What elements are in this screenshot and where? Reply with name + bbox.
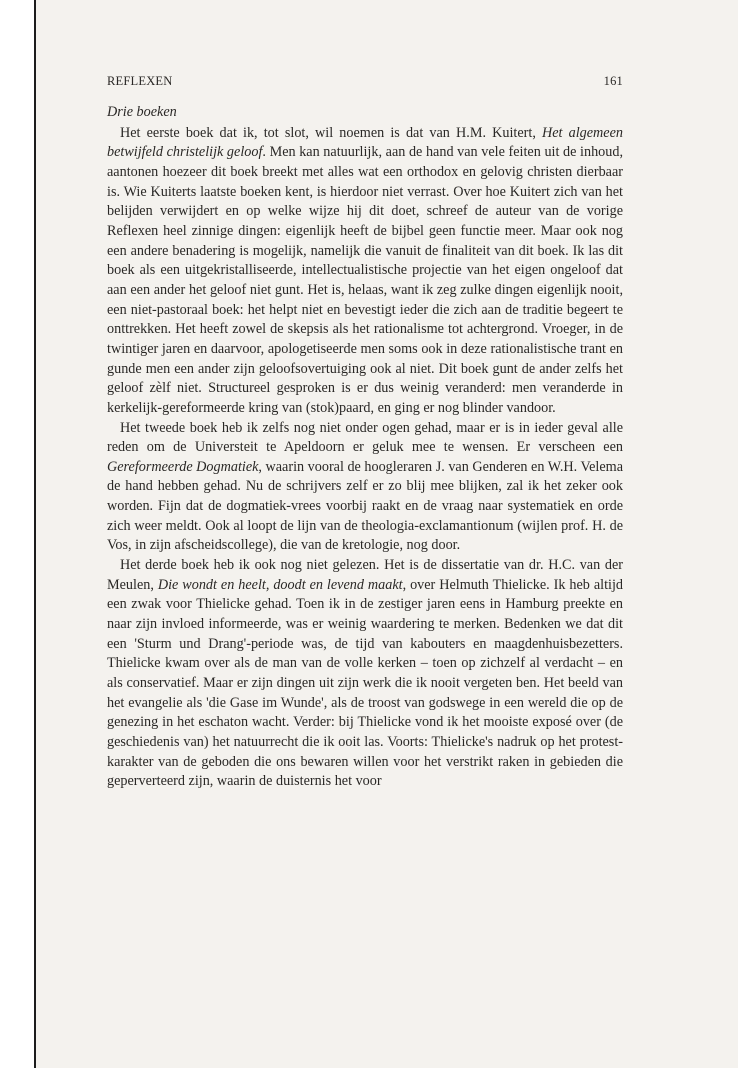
page-number: 161 bbox=[603, 74, 623, 88]
paragraph-1-text-b: . Men kan natuurlijk, aan de hand van vele feiten uit de inhoud, aantonen hoezeer dit boek breekt met alles wat een orthodox en gelovig christen dierbaar is. Wie Kuiterts laatste boeken kent, is hierdoor niet verrast. Over hoe Kuitert zich van het belijden verwijdert en op welke wijze hij dit doet, schreef de auteur van de vorige Reflexen heel zinnige dingen: eigenlijk heeft de bijbel geen functie meer. Maar ook nog een andere benadering is mogelijk, namelijk die vanuit de finaliteit van dit boek. Ik las dit boek als een uitgekristalliseerde, intellectualistische projectie van het eigen ongeloof dat aan een ander het geloof niet gunt. Het is, helaas, want ik zeg zulke dingen eigenlijk nooit, een niet-pastoraal boek: het helpt niet en bevestigt ieder die zich aan de traditie begeert te onttrekken. Het heeft zowel de skepsis als het rationalisme tot achtergrond. Vroeger, in de twintiger jaren en daarvoor, apologetiseerde men soms ook in deze rationalistische trant en gunde men een ander zijn geloofsovertuiging ook al niet. Dit boek gunt de ander zelfs het geloof zèlf niet. Structureel gesproken is er dus weinig veranderd: men veranderde in kerkelijk-gereformeerde kring van (stok)paard, en ging er nog blinder vandoor. bbox=[107, 144, 624, 416]
paragraph-2-text-a: Het tweede boek heb ik zelfs nog niet onder ogen gehad, maar er is in ieder geval alle reden om de Universteit te Apeldoorn er geluk mee te wensen. Er verscheen een bbox=[107, 419, 623, 456]
page-edge-line bbox=[34, 0, 36, 1068]
paragraph-1-text-a: Het eerste boek dat ik, tot slot, wil noemen is dat van H.M. Kuitert, bbox=[120, 124, 542, 141]
body-text bbox=[107, 103, 623, 792]
paragraph-2-text-b: , waarin vooral de hoogleraren J. van Genderen en W.H. Velema de hand hebben gehad. Nu de schrijvers zelf er zo blij mee blijken, zal ik het zeker ook worden. Fijn dat de dogmatiek-vrees voorbij raakt en de vraag naar systematiek en orde zich weer meldt. Ook al loopt de lijn van de theologia-exclamantionum (wijlen prof. H. de Vos, in zijn afscheidscollege), die van de kretologie, nog door. bbox=[107, 458, 623, 554]
book-title-kuitert: Het algemeen betwijfeld christelijk geloof bbox=[107, 124, 623, 161]
running-header bbox=[107, 74, 623, 92]
book-title-dogmatiek: Gereformeerde Dogmatiek bbox=[107, 458, 259, 475]
scan-gutter bbox=[0, 0, 34, 1068]
running-title: REFLEXEN bbox=[107, 74, 173, 88]
book-title-meulen: Die wondt en heelt, doodt en levend maakt bbox=[157, 576, 403, 593]
paragraph-2 bbox=[107, 419, 623, 557]
paragraph-3-text-a: Het derde boek heb ik ook nog niet gelezen. Het is de dissertatie van dr. H.C. van der Meulen, bbox=[107, 557, 623, 593]
section-title: Drie boeken bbox=[107, 104, 177, 120]
paragraph-1 bbox=[107, 124, 623, 419]
paragraph-3 bbox=[107, 556, 623, 792]
paragraph-3-text-b: , over Helmuth Thielicke. Ik heb altijd een zwak voor Thielicke gehad. Toen ik in de zestiger jaren eens in Hamburg preekte en naar zijn invloed informeerde, was er weinig waardering te merken. Bedenken we dat dit een 'Sturm und Drang'-periode was, de tijd van kabouters en maagdenhuisbezetters. Thielicke kwam over als de man van de volle kerken – toen op zichzelf al verdacht – en als conservatief. Maar er zijn dingen uit zijn werk die ik nooit vergeten ben. Het beeld van het evangelie als 'die Gase im Wunde', als de troost van godswege in een wereld die op de genezing in het eschaton wacht. Verder: bij Thielicke vond ik het mooiste exposé over (de geschiedenis van) het natuurrecht die ik ooit las. Voorts: Thielicke's nadruk op het protest-karakter van de geboden die ons bewaren willen voor het verstrikt raken in gebieden die geperverteerd zijn, waarin de duisternis het voor bbox=[107, 576, 623, 790]
